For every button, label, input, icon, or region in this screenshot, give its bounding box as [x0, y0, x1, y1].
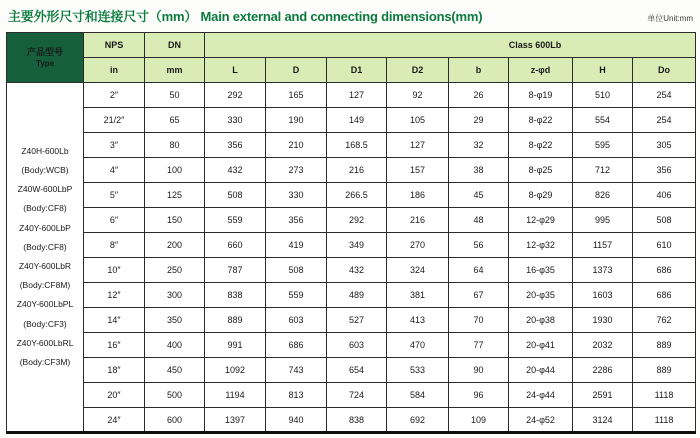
table-cell: 654: [327, 358, 387, 383]
table-cell: 2″: [84, 83, 145, 108]
table-cell: 743: [266, 358, 327, 383]
subheader-z-d: z-φd: [509, 58, 573, 83]
table-cell: 70: [449, 308, 509, 333]
table-cell: 838: [205, 283, 266, 308]
table-cell: 1092: [205, 358, 266, 383]
table-cell: 20-φ38: [509, 308, 573, 333]
product-type-line: Z40Y-600LbPL: [16, 299, 74, 310]
table-cell: 20-φ35: [509, 283, 573, 308]
table-cell: 991: [205, 333, 266, 358]
table-cell: 603: [266, 308, 327, 333]
table-row: [7, 383, 696, 408]
table-cell: 686: [633, 283, 696, 308]
table-cell: 127: [327, 83, 387, 108]
table-cell: 508: [266, 258, 327, 283]
subheader-b: b: [449, 58, 509, 83]
table-cell: 559: [205, 208, 266, 233]
table-cell: 16-φ35: [509, 258, 573, 283]
table-cell: 419: [266, 233, 327, 258]
table-cell: 12-φ29: [509, 208, 573, 233]
table-cell: 500: [145, 383, 205, 408]
table-cell: 1930: [573, 308, 633, 333]
table-cell: 48: [449, 208, 509, 233]
table-cell: 18″: [84, 358, 145, 383]
table-cell: 508: [633, 208, 696, 233]
table-cell: 21/2″: [84, 108, 145, 133]
table-cell: 254: [633, 108, 696, 133]
table-cell: 889: [205, 308, 266, 333]
table-cell: 356: [205, 133, 266, 158]
table-cell: 350: [145, 308, 205, 333]
page-title-zh: 主要外形尺寸和连接尺寸（mm）: [8, 9, 198, 24]
table-cell: 50: [145, 83, 205, 108]
table-cell: 889: [633, 358, 696, 383]
table-cell: 489: [327, 283, 387, 308]
table-cell: 186: [387, 183, 449, 208]
table-row: [7, 158, 696, 183]
table-cell: 510: [573, 83, 633, 108]
product-type-line: Z40H-600Lb: [21, 145, 69, 156]
subheader-d1: D1: [327, 58, 387, 83]
table-cell: 324: [387, 258, 449, 283]
table-cell: 20″: [84, 383, 145, 408]
title-bar: [8, 6, 693, 25]
table-cell: 2286: [573, 358, 633, 383]
type-column-header-en: Type: [35, 58, 55, 68]
product-type-line: Z40Y-600LbRL: [16, 337, 74, 348]
table-cell: 5″: [84, 183, 145, 208]
table-cell: 813: [266, 383, 327, 408]
table-cell: 8-φ25: [509, 158, 573, 183]
table-cell: 20-φ44: [509, 358, 573, 383]
table-cell: 90: [449, 358, 509, 383]
table-cell: 356: [266, 208, 327, 233]
table-cell: 67: [449, 283, 509, 308]
table-cell: 8-φ29: [509, 183, 573, 208]
table-cell: 413: [387, 308, 449, 333]
header-row-2: [7, 58, 696, 83]
table-cell: 838: [327, 408, 387, 433]
subheader-d2: D2: [387, 58, 449, 83]
table-cell: 210: [266, 133, 327, 158]
subheader-l: L: [205, 58, 266, 83]
table-cell: 4″: [84, 158, 145, 183]
table-cell: 216: [327, 158, 387, 183]
table-cell: 10″: [84, 258, 145, 283]
table-cell: 292: [205, 83, 266, 108]
product-type-line: (Body:CF3): [23, 318, 67, 329]
table-cell: 254: [633, 83, 696, 108]
table-row: [7, 358, 696, 383]
product-type-line: (Body:CF3M): [19, 357, 71, 368]
table-cell: 38: [449, 158, 509, 183]
table-cell: 584: [387, 383, 449, 408]
product-type-line: Z40Y-600LbP: [19, 222, 71, 233]
table-cell: 8-φ22: [509, 108, 573, 133]
product-type-line: (Body:CF8): [23, 241, 67, 252]
table-cell: 6″: [84, 208, 145, 233]
table-cell: 12-φ32: [509, 233, 573, 258]
table-cell: 595: [573, 133, 633, 158]
table-cell: 450: [145, 358, 205, 383]
class-600lb-header: Class 600Lb: [205, 33, 696, 58]
table-row: [7, 183, 696, 208]
table-row: [7, 333, 696, 358]
header-row-1: [7, 33, 696, 58]
table-cell: 64: [449, 258, 509, 283]
table-cell: 2032: [573, 333, 633, 358]
table-cell: 995: [573, 208, 633, 233]
table-row: [7, 283, 696, 308]
table-cell: 724: [327, 383, 387, 408]
table-cell: 8″: [84, 233, 145, 258]
table-row: [7, 308, 696, 333]
table-cell: 508: [205, 183, 266, 208]
table-cell: 12″: [84, 283, 145, 308]
table-row: [7, 208, 696, 233]
table-cell: 300: [145, 283, 205, 308]
table-cell: 168.5: [327, 133, 387, 158]
table-cell: 889: [633, 333, 696, 358]
table-cell: 610: [633, 233, 696, 258]
table-cell: 787: [205, 258, 266, 283]
table-cell: 559: [266, 283, 327, 308]
nps-header: NPS: [84, 33, 145, 58]
table-cell: 65: [145, 108, 205, 133]
product-type-line: (Body:CF8M): [19, 280, 71, 291]
product-type-line: (Body:CF8): [23, 203, 67, 214]
table-cell: 712: [573, 158, 633, 183]
table-cell: 600: [145, 408, 205, 433]
table-cell: 127: [387, 133, 449, 158]
table-cell: 105: [387, 108, 449, 133]
product-type-list: [7, 142, 83, 372]
subheader-d: D: [266, 58, 327, 83]
table-cell: 100: [145, 158, 205, 183]
page-title-en: Main external and connecting dimensions(mm): [200, 9, 483, 24]
table-cell: 190: [266, 108, 327, 133]
product-type-cell: [7, 83, 84, 433]
table-cell: 1397: [205, 408, 266, 433]
subheader-do: Do: [633, 58, 696, 83]
page-title: [8, 6, 482, 25]
table-cell: 330: [266, 183, 327, 208]
table-cell: 96: [449, 383, 509, 408]
table-cell: 1194: [205, 383, 266, 408]
table-cell: 3″: [84, 133, 145, 158]
table-cell: 381: [387, 283, 449, 308]
table-cell: 527: [327, 308, 387, 333]
table-row: [7, 108, 696, 133]
table-cell: 24-φ52: [509, 408, 573, 433]
table-cell: 200: [145, 233, 205, 258]
product-type-line: Z40Y-600LbR: [18, 261, 72, 271]
table-cell: 8-φ19: [509, 83, 573, 108]
table-cell: 45: [449, 183, 509, 208]
table-cell: 250: [145, 258, 205, 283]
unit-note: 单位Unit:mm: [647, 14, 693, 23]
table-cell: 1118: [633, 408, 696, 433]
table-cell: 1373: [573, 258, 633, 283]
table-cell: 29: [449, 108, 509, 133]
table-row: [7, 133, 696, 158]
table-cell: 660: [205, 233, 266, 258]
table-cell: 77: [449, 333, 509, 358]
type-column-header: [7, 33, 84, 83]
table-cell: 686: [266, 333, 327, 358]
table-cell: 762: [633, 308, 696, 333]
table-cell: 554: [573, 108, 633, 133]
table-row: [7, 83, 696, 108]
table-cell: 150: [145, 208, 205, 233]
table-cell: 270: [387, 233, 449, 258]
table-cell: 26: [449, 83, 509, 108]
table-cell: 432: [205, 158, 266, 183]
table-cell: 692: [387, 408, 449, 433]
type-column-header-zh: 产品型号: [26, 46, 63, 57]
table-cell: 356: [633, 158, 696, 183]
table-cell: 109: [449, 408, 509, 433]
table-cell: 940: [266, 408, 327, 433]
table-cell: 157: [387, 158, 449, 183]
table-cell: 305: [633, 133, 696, 158]
table-cell: 20-φ41: [509, 333, 573, 358]
table-cell: 125: [145, 183, 205, 208]
table-cell: 1157: [573, 233, 633, 258]
table-cell: 149: [327, 108, 387, 133]
table-cell: 1118: [633, 383, 696, 408]
table-cell: 56: [449, 233, 509, 258]
table-cell: 8-φ22: [509, 133, 573, 158]
subheader-in: in: [84, 58, 145, 83]
table-cell: 216: [387, 208, 449, 233]
product-type-line: Z40W-600LbP: [17, 184, 73, 195]
table-row: [7, 258, 696, 283]
table-cell: 165: [266, 83, 327, 108]
table-cell: 400: [145, 333, 205, 358]
table-cell: 470: [387, 333, 449, 358]
table-cell: 603: [327, 333, 387, 358]
table-cell: 330: [205, 108, 266, 133]
table-cell: 273: [266, 158, 327, 183]
dn-header: DN: [145, 33, 205, 58]
table-cell: 292: [327, 208, 387, 233]
table-cell: 92: [387, 83, 449, 108]
product-type-line: (Body:WCB): [21, 164, 69, 175]
table-cell: 533: [387, 358, 449, 383]
table-cell: 80: [145, 133, 205, 158]
table-cell: 24-φ44: [509, 383, 573, 408]
dimensions-table: [6, 32, 696, 434]
table-cell: 432: [327, 258, 387, 283]
table-cell: 406: [633, 183, 696, 208]
table-cell: 32: [449, 133, 509, 158]
subheader-mm: mm: [145, 58, 205, 83]
subheader-h: H: [573, 58, 633, 83]
table-cell: 24″: [84, 408, 145, 433]
table-cell: 266.5: [327, 183, 387, 208]
table-cell: 1603: [573, 283, 633, 308]
table-cell: 2591: [573, 383, 633, 408]
table-row: [7, 233, 696, 258]
table-cell: 826: [573, 183, 633, 208]
table-cell: 16″: [84, 333, 145, 358]
table-cell: 349: [327, 233, 387, 258]
table-cell: 14″: [84, 308, 145, 333]
table-cell: 686: [633, 258, 696, 283]
table-cell: 3124: [573, 408, 633, 433]
table-row: [7, 408, 696, 433]
